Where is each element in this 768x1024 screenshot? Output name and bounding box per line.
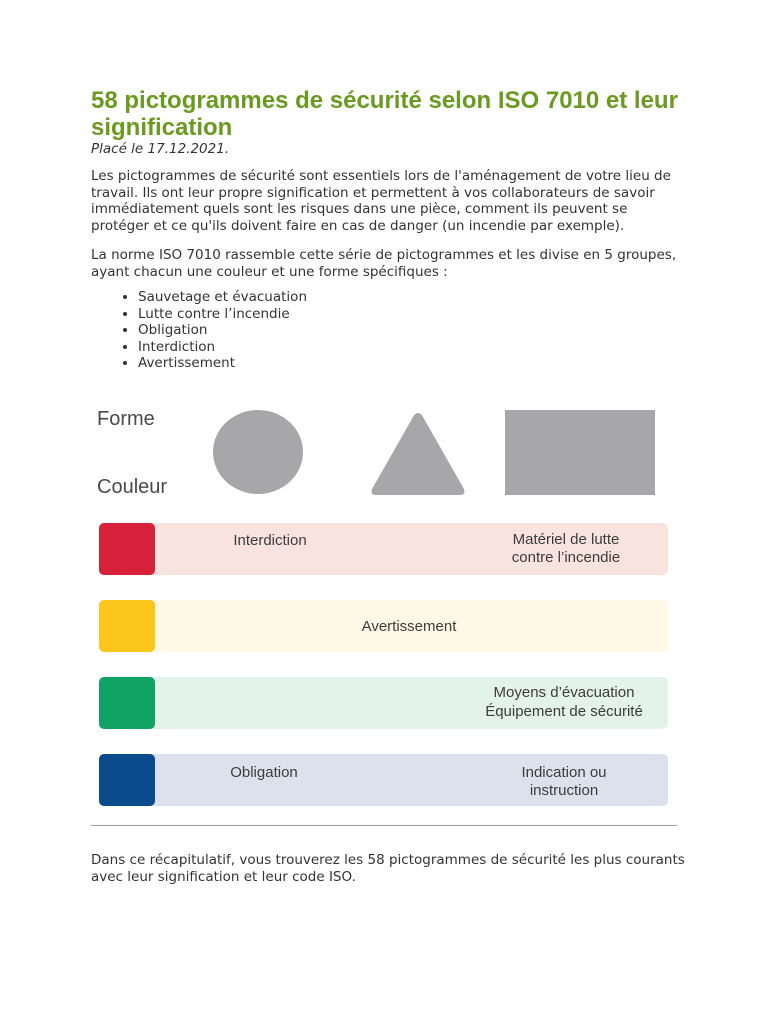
forme-label: Forme [97,408,155,430]
divider [91,825,677,826]
color-band-blue [99,754,668,806]
list-item: • Interdiction [138,339,681,356]
band-label: Interdiction [233,532,307,549]
group-list [91,289,681,372]
color-band-green [99,677,668,729]
red-swatch [99,523,155,575]
band-label: Moyens d’évacuation [493,684,635,701]
article-title: 58 pictogrammes de sécurité selon ISO 7010 et leur signification [91,87,678,141]
blue-swatch [99,754,155,806]
list-item: • Lutte contre l’incendie [138,306,681,323]
band-label: Avertissement [361,618,457,635]
iso7010-shape-color-figure [93,402,675,812]
color-band-red [99,523,668,575]
band-label: Matériel de lutte [512,531,620,548]
band-label: Équipement de sécurité [485,703,643,720]
norm-paragraph: La norme ISO 7010 rassemble cette série de pictogrammes et les divise en 5 groupes, ayant chacun une couleur et une forme spécifiques : [91,247,677,280]
intro-paragraph: Les pictogrammes de sécurité sont essentiels lors de l'aménagement de votre lieu de travail. Ils ont leur propre signification et permettent à vos collaborateurs de savoir immédiatement quels sont les risques dans une pièce, comment ils peuvent se protéger et ce qu'ils doivent faire en cas de danger (un incendie par exemple). [91,168,671,234]
article [91,87,681,372]
rectangle-shape-icon [505,410,655,495]
list-item: • Avertissement [138,355,681,372]
triangle-shape-icon [368,409,468,497]
list-item: • Obligation [138,322,681,339]
band-label: contre l’incendie [511,549,621,566]
band-label: Indication ou [521,764,607,781]
band-label: instruction [529,782,599,799]
closing-paragraph: Dans ce récapitulatif, vous trouverez les 58 pictogrammes de sécurité les plus courants avec leur signification et leur code ISO. [91,852,685,885]
green-swatch [99,677,155,729]
publish-date: Placé le 17.12.2021. [91,141,230,157]
yellow-swatch [99,600,155,652]
list-item: • Sauvetage et évacuation [138,289,681,306]
couleur-label: Couleur [97,476,168,498]
band-label: Obligation [230,764,298,781]
color-band-yellow [99,600,668,652]
circle-shape-icon [213,410,303,494]
